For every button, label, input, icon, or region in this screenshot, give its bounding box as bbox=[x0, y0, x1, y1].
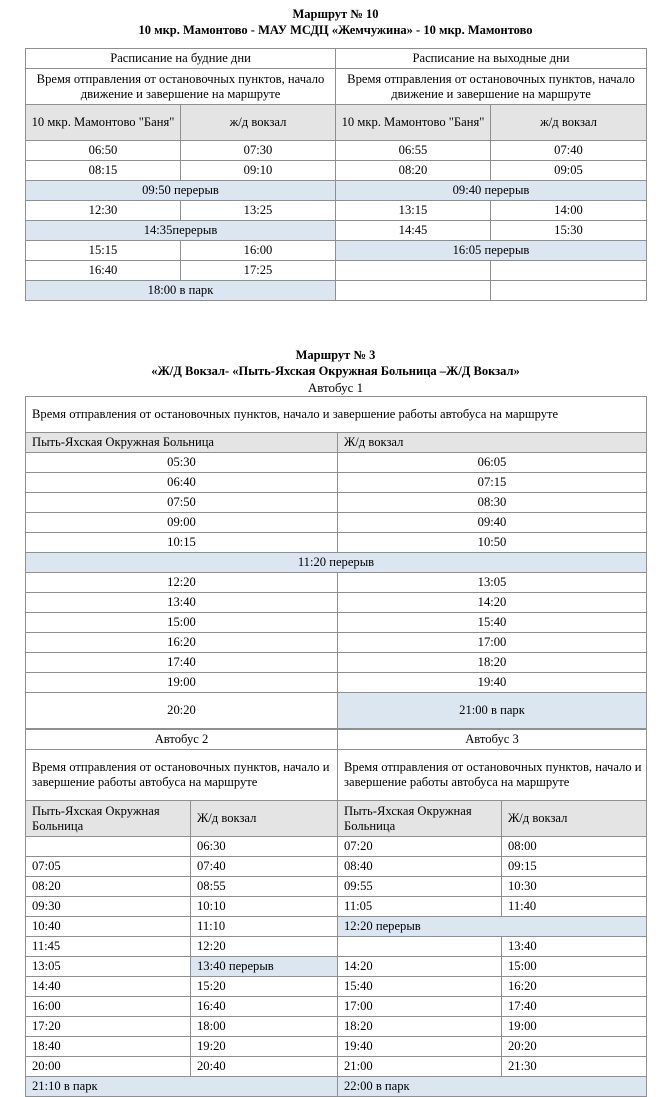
schedule-cell-arrival: 21:30 bbox=[502, 1057, 647, 1077]
schedule-cell-arrival: 10:10 bbox=[191, 897, 338, 917]
schedule-cell-departure: 18:40 bbox=[26, 1037, 191, 1057]
column-header-hospital-bus2: Пыть-Яхская Окружная Больница bbox=[26, 801, 191, 837]
group-header-weekend: Расписание на выходные дни bbox=[336, 49, 647, 69]
route-10-title bbox=[25, 6, 646, 38]
schedule-cell-arrival: 08:30 bbox=[338, 493, 647, 513]
schedule-cell-arrival: 11:40 bbox=[502, 897, 647, 917]
table-row bbox=[26, 261, 647, 281]
table-row bbox=[26, 997, 647, 1017]
bus-1-label: Автобус 1 bbox=[307, 380, 364, 395]
spacer bbox=[25, 38, 646, 48]
schedule-cell-departure: 08:15 bbox=[26, 161, 181, 181]
schedule-cell-arrival bbox=[491, 281, 647, 301]
table-row bbox=[26, 513, 647, 533]
schedule-cell-note: 12:20 перерыв bbox=[338, 917, 647, 937]
table-row bbox=[26, 693, 647, 729]
schedule-cell-arrival: 19:20 bbox=[191, 1037, 338, 1057]
route-3-title-line2: «Ж/Д Вокзал- «Пыть-Яхская Окружная Больница –Ж/Д Вокзал» bbox=[151, 364, 520, 378]
table-row bbox=[26, 937, 647, 957]
schedule-cell-note: 11:20 перерыв bbox=[26, 553, 647, 573]
table-row bbox=[26, 673, 647, 693]
schedule-cell-arrival: 16:00 bbox=[181, 241, 336, 261]
group-header-weekday: Расписание на будние дни bbox=[26, 49, 336, 69]
table-row bbox=[26, 553, 647, 573]
schedule-cell-departure: 12:30 bbox=[26, 201, 181, 221]
schedule-cell-arrival: 17:40 bbox=[502, 997, 647, 1017]
table-row bbox=[26, 1077, 647, 1097]
table-row bbox=[26, 473, 647, 493]
schedule-cell-departure: 14:40 bbox=[26, 977, 191, 997]
schedule-cell-arrival: 18:00 bbox=[191, 1017, 338, 1037]
schedule-cell-departure bbox=[338, 937, 502, 957]
schedule-cell-arrival: 20:40 bbox=[191, 1057, 338, 1077]
schedule-cell-departure: 16:40 bbox=[26, 261, 181, 281]
schedule-cell-departure bbox=[26, 837, 191, 857]
bus-23-header-body bbox=[26, 730, 647, 837]
schedule-cell-departure: 11:05 bbox=[338, 897, 502, 917]
schedule-cell-departure: 06:55 bbox=[336, 141, 491, 161]
schedule-cell-arrival: 19:40 bbox=[338, 673, 647, 693]
schedule-cell-departure: 19:00 bbox=[26, 673, 338, 693]
table-row bbox=[26, 181, 647, 201]
schedule-cell-departure: 16:00 bbox=[26, 997, 191, 1017]
schedule-cell-arrival: 15:20 bbox=[191, 977, 338, 997]
schedule-cell-departure: 15:15 bbox=[26, 241, 181, 261]
schedule-cell-departure bbox=[336, 281, 491, 301]
schedule-cell-departure: 07:05 bbox=[26, 857, 191, 877]
route-10-table-body bbox=[26, 49, 647, 141]
schedule-cell-arrival: 13:40 bbox=[502, 937, 647, 957]
table-row bbox=[26, 837, 647, 857]
table-row bbox=[26, 141, 647, 161]
schedule-cell-arrival bbox=[491, 261, 647, 281]
schedule-cell-departure: 20:00 bbox=[26, 1057, 191, 1077]
schedule-cell-departure: 08:20 bbox=[26, 877, 191, 897]
schedule-cell-arrival: 10:30 bbox=[502, 877, 647, 897]
schedule-cell-arrival: 19:00 bbox=[502, 1017, 647, 1037]
table-row bbox=[26, 241, 647, 261]
schedule-cell-arrival: 06:30 bbox=[191, 837, 338, 857]
schedule-cell-arrival: 13:25 bbox=[181, 201, 336, 221]
schedule-cell-departure: 19:40 bbox=[338, 1037, 502, 1057]
bus-1-subheader: Время отправления от остановочных пунктов, начало и завершение работы автобуса на маршруте bbox=[26, 397, 647, 433]
schedule-cell-departure: 10:40 bbox=[26, 917, 191, 937]
table-row bbox=[26, 1037, 647, 1057]
table-row bbox=[26, 633, 647, 653]
schedule-cell-departure: 18:20 bbox=[338, 1017, 502, 1037]
column-header-station-weekday: ж/д вокзал bbox=[181, 105, 336, 141]
schedule-cell-departure: 17:20 bbox=[26, 1017, 191, 1037]
table-row bbox=[26, 533, 647, 553]
column-header-hospital-bus1: Пыть-Яхская Окружная Больница bbox=[26, 433, 338, 453]
schedule-cell-note: 18:00 в парк bbox=[26, 281, 336, 301]
schedule-cell-arrival: 20:20 bbox=[502, 1037, 647, 1057]
column-header-mamontovo-weekday: 10 мкр. Мамонтово "Баня" bbox=[26, 105, 181, 141]
route-3-bus-23-table bbox=[25, 729, 647, 1097]
route-10-data-rows bbox=[26, 141, 647, 301]
schedule-cell-arrival: 16:20 bbox=[502, 977, 647, 997]
table-row-bus-labels bbox=[26, 730, 647, 750]
table-row bbox=[26, 1057, 647, 1077]
schedule-cell-departure bbox=[336, 261, 491, 281]
column-header-station-weekend: ж/д вокзал bbox=[491, 105, 647, 141]
table-row bbox=[26, 573, 647, 593]
schedule-cell-arrival: 14:20 bbox=[338, 593, 647, 613]
bus-1-data-rows bbox=[26, 453, 647, 729]
schedule-cell-arrival: 14:00 bbox=[491, 201, 647, 221]
schedule-cell-arrival: 07:15 bbox=[338, 473, 647, 493]
schedule-cell-arrival: 10:50 bbox=[338, 533, 647, 553]
schedule-cell-arrival: 09:40 bbox=[338, 513, 647, 533]
schedule-cell-arrival: 17:00 bbox=[338, 633, 647, 653]
table-row bbox=[26, 877, 647, 897]
schedule-cell-departure: 16:20 bbox=[26, 633, 338, 653]
schedule-cell-departure: 13:05 bbox=[26, 957, 191, 977]
table-row-group-headers bbox=[26, 49, 647, 69]
bus-23-data-rows bbox=[26, 837, 647, 1097]
schedule-cell-arrival: 09:15 bbox=[502, 857, 647, 877]
schedule-cell-arrival: 15:40 bbox=[338, 613, 647, 633]
schedule-cell-arrival: 17:25 bbox=[181, 261, 336, 281]
schedule-cell-arrival: 15:00 bbox=[502, 957, 647, 977]
schedule-cell-note: 21:10 в парк bbox=[26, 1077, 338, 1097]
schedule-cell-departure: 10:15 bbox=[26, 533, 338, 553]
table-row bbox=[26, 653, 647, 673]
route-3-title bbox=[25, 347, 646, 379]
table-row bbox=[26, 201, 647, 221]
spacer bbox=[25, 301, 646, 347]
schedule-cell-departure: 17:00 bbox=[338, 997, 502, 1017]
table-row bbox=[26, 857, 647, 877]
schedule-cell-note: 22:00 в парк bbox=[338, 1077, 647, 1097]
schedule-cell-arrival: 07:30 bbox=[181, 141, 336, 161]
bus-3-label: Автобус 3 bbox=[338, 730, 647, 750]
table-row bbox=[26, 957, 647, 977]
schedule-cell-departure: 06:40 bbox=[26, 473, 338, 493]
schedule-cell-departure: 09:30 bbox=[26, 897, 191, 917]
schedule-cell-arrival: 13:05 bbox=[338, 573, 647, 593]
schedule-cell-arrival: 07:40 bbox=[191, 857, 338, 877]
subheader-weekday: Время отправления от остановочных пунктов, начало движение и завершение на маршруте bbox=[26, 69, 336, 105]
schedule-cell-departure: 17:40 bbox=[26, 653, 338, 673]
schedule-cell-departure: 06:50 bbox=[26, 141, 181, 161]
schedule-cell-arrival: 15:30 bbox=[491, 221, 647, 241]
schedule-cell-departure: 13:15 bbox=[336, 201, 491, 221]
column-header-station-bus2: Ж/д вокзал bbox=[191, 801, 338, 837]
schedule-cell-departure: 05:30 bbox=[26, 453, 338, 473]
schedule-cell-arrival: 16:40 bbox=[191, 997, 338, 1017]
table-row-column-headers bbox=[26, 105, 647, 141]
schedule-cell-arrival: 06:05 bbox=[338, 453, 647, 473]
bus-3-subheader: Время отправления от остановочных пунктов, начало и завершение работы автобуса на маршруте bbox=[338, 750, 647, 801]
table-row bbox=[26, 221, 647, 241]
schedule-cell-arrival: 13:40 перерыв bbox=[191, 957, 338, 977]
schedule-cell-departure: 12:20 bbox=[26, 573, 338, 593]
schedule-cell-arrival: 09:05 bbox=[491, 161, 647, 181]
table-row-column-headers bbox=[26, 433, 647, 453]
subheader-weekend: Время отправления от остановочных пунктов, начало движение и завершение на маршруте bbox=[336, 69, 647, 105]
schedule-cell-departure: 15:00 bbox=[26, 613, 338, 633]
column-header-hospital-bus3: Пыть-Яхская Окружная Больница bbox=[338, 801, 502, 837]
table-row bbox=[26, 281, 647, 301]
schedule-cell-departure: 07:50 bbox=[26, 493, 338, 513]
route-10-title-line1: Маршрут № 10 bbox=[292, 7, 379, 21]
column-header-mamontovo-weekend: 10 мкр. Мамонтово "Баня" bbox=[336, 105, 491, 141]
table-row bbox=[26, 1017, 647, 1037]
schedule-cell-departure: 13:40 bbox=[26, 593, 338, 613]
bus-2-label: Автобус 2 bbox=[26, 730, 338, 750]
table-row bbox=[26, 613, 647, 633]
table-row bbox=[26, 897, 647, 917]
table-row bbox=[26, 161, 647, 181]
table-row-subheaders bbox=[26, 750, 647, 801]
schedule-cell-note: 09:40 перерыв bbox=[336, 181, 647, 201]
schedule-cell-note: 09:50 перерыв bbox=[26, 181, 336, 201]
schedule-cell-departure: 15:40 bbox=[338, 977, 502, 997]
schedule-cell-departure: 08:40 bbox=[338, 857, 502, 877]
schedule-cell-note: 14:35перерыв bbox=[26, 221, 336, 241]
route-10-table bbox=[25, 48, 647, 301]
schedule-cell-departure: 11:45 bbox=[26, 937, 191, 957]
route-3-bus-1-table bbox=[25, 396, 647, 729]
bus-2-subheader: Время отправления от остановочных пунктов, начало и завершение работы автобуса на маршруте bbox=[26, 750, 338, 801]
table-row bbox=[26, 977, 647, 997]
bus-1-header-body bbox=[26, 397, 647, 453]
route-10-title-line2: 10 мкр. Мамонтово - МАУ МСДЦ «Жемчужина» - 10 мкр. Мамонтово bbox=[138, 23, 533, 37]
schedule-cell-arrival: 08:00 bbox=[502, 837, 647, 857]
table-row bbox=[26, 453, 647, 473]
table-row bbox=[26, 493, 647, 513]
table-row-subheaders bbox=[26, 69, 647, 105]
schedule-cell-departure: 07:20 bbox=[338, 837, 502, 857]
schedule-cell-arrival: 21:00 в парк bbox=[338, 693, 647, 729]
schedule-cell-arrival: 12:20 bbox=[191, 937, 338, 957]
schedule-cell-departure: 09:55 bbox=[338, 877, 502, 897]
schedule-cell-arrival: 09:10 bbox=[181, 161, 336, 181]
column-header-station-bus1: Ж/д вокзал bbox=[338, 433, 647, 453]
table-row-subheader bbox=[26, 397, 647, 433]
table-row bbox=[26, 917, 647, 937]
schedule-cell-arrival: 08:55 bbox=[191, 877, 338, 897]
schedule-cell-arrival: 18:20 bbox=[338, 653, 647, 673]
table-row bbox=[26, 593, 647, 613]
column-header-station-bus3: Ж/д вокзал bbox=[502, 801, 647, 837]
schedule-cell-departure: 08:20 bbox=[336, 161, 491, 181]
schedule-cell-arrival: 07:40 bbox=[491, 141, 647, 161]
schedule-cell-departure: 14:20 bbox=[338, 957, 502, 977]
table-row-column-headers bbox=[26, 801, 647, 837]
schedule-cell-departure: 21:00 bbox=[338, 1057, 502, 1077]
schedule-cell-note: 16:05 перерыв bbox=[336, 241, 647, 261]
schedule-cell-departure: 20:20 bbox=[26, 693, 338, 729]
schedule-cell-departure: 14:45 bbox=[336, 221, 491, 241]
route-3-title-line1: Маршрут № 3 bbox=[295, 348, 376, 362]
schedule-cell-departure: 09:00 bbox=[26, 513, 338, 533]
schedule-cell-arrival: 11:10 bbox=[191, 917, 338, 937]
